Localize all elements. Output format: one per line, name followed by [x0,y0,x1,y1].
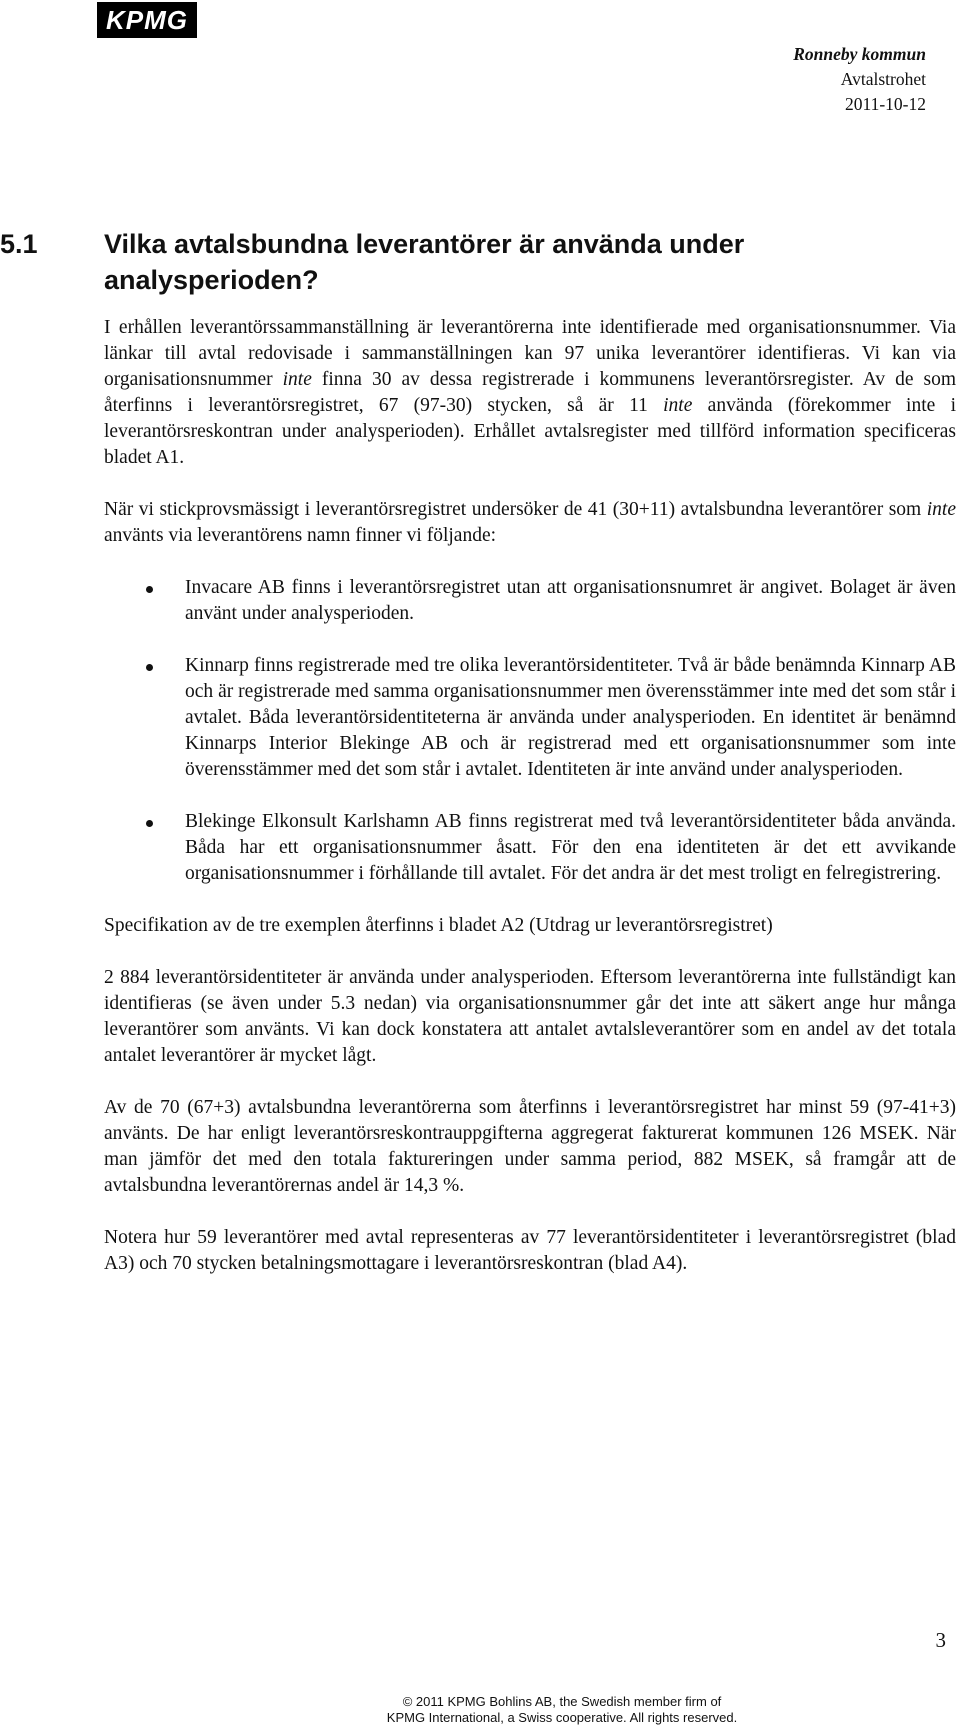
bullet-icon [146,820,153,827]
paragraph-2: När vi stickprovsmässigt i leverantörsregistret undersöker de 41 (30+11) avtalsbundna leverantörer som inte använts via leverantörens namn finner vi följande: [104,499,956,546]
copyright-footer [362,1694,762,1726]
findings-list [104,575,956,887]
paragraph-4: 2 884 leverantörsidentiteter är använda under analysperioden. Eftersom leverantörerna inte fullständigt kan identifieras (se även under 5.3 nedan) via organisationsnummer går det inte att säkert ange hur många leverantörer som använts. Vi kan dock konstatera att antalet avtalsleverantörer som en andel av det totala antalet leverantörer är mycket lågt. [104,967,956,1066]
list-item: Blekinge Elkonsult Karlshamn AB finns registrerat med två leverantörsidentiteter båda använda. Båda har ett organisationsnummer åsatt. För den ena identiteten är det ett avvikande organisationsnummer i förhållande till avtalet. För det andra är det mest troligt en felregistrering. [104,809,956,887]
header-date: 2011-10-12 [844,94,926,114]
header-report-title: Avtalstrohet [840,69,926,89]
section-title: Vilka avtalsbundna leverantörer är använda under analysperioden? [104,229,745,295]
bullet-icon [146,586,153,593]
paragraph-5: Av de 70 (67+3) avtalsbundna leverantörerna som återfinns i leverantörsregistret har minst 59 (97-41+3) använts. De har enligt leverantörsreskontrauppgifterna aggregerat fakturerat kommunen 126 MSEK. När man jämför det med den totala faktureringen under samma period, 882 MSEK, så framgår att de avtalsbundna leverantörernas andel är 14,3 %. [104,1097,956,1196]
paragraph-3: Specifikation av de tre exemplen återfinns i bladet A2 (Utdrag ur leverantörsregistret) [104,915,773,936]
kpmg-logo [97,2,197,38]
section-number: 5.1 [0,229,38,259]
page-number: 3 [935,1628,946,1652]
logo-text: KPMG [106,4,188,35]
footer-line-1: © 2011 KPMG Bohlins AB, the Swedish member firm of [402,1694,722,1709]
paragraph-1: I erhållen leverantörssammanställning är leverantörerna inte identifierade med organisationsnummer. Via länkar till avtal redovisade i sammanställningen kan 97 unika leverantörer identifieras. Vi kan via organisationsnummer inte finna 30 av dessa registrerade i kommunens leverantörsregister. Av de som återfinns i leverantörsregistret, 67 (97-30) stycken, så är 11 inte använda (förekommer inte i leverantörsreskontran under analysperioden). Erhållet avtalsregister med tillförd information specificeras bladet A1. [104,317,956,468]
bullet-icon [146,664,153,671]
section-heading [0,226,900,298]
paragraph-6: Notera hur 59 leverantörer med avtal representeras av 77 leverantörsidentiteter i leverantörsregistret (blad A3) och 70 stycken betalningsmottagare i leverantörsreskontran (blad A4). [104,1227,956,1274]
list-item: Invacare AB finns i leverantörsregistret utan att organisationsnumret är angivet. Bolaget är även använt under analysperioden. [104,575,956,627]
list-item: Kinnarp finns registrerade med tre olika leverantörsidentiteter. Två är både benämnda Kinnarp AB och är registrerade med samma organisationsnummer men överensstämmer inte med det som står i avtalet. Båda leverantörsidentiteterna är använda under analysperioden. En identitet är benämnd Kinnarps Interior Blekinge AB och är registrerad med ett organisationsnummer som inte överensstämmer med det som står i avtalet. Identiteten är inte använd under analysperioden. [104,653,956,783]
header-organization: Ronneby kommun [793,44,926,64]
document-header [793,42,926,117]
footer-line-2: KPMG International, a Swiss cooperative. All rights reserved. [386,1710,738,1725]
body-content [104,315,956,1303]
